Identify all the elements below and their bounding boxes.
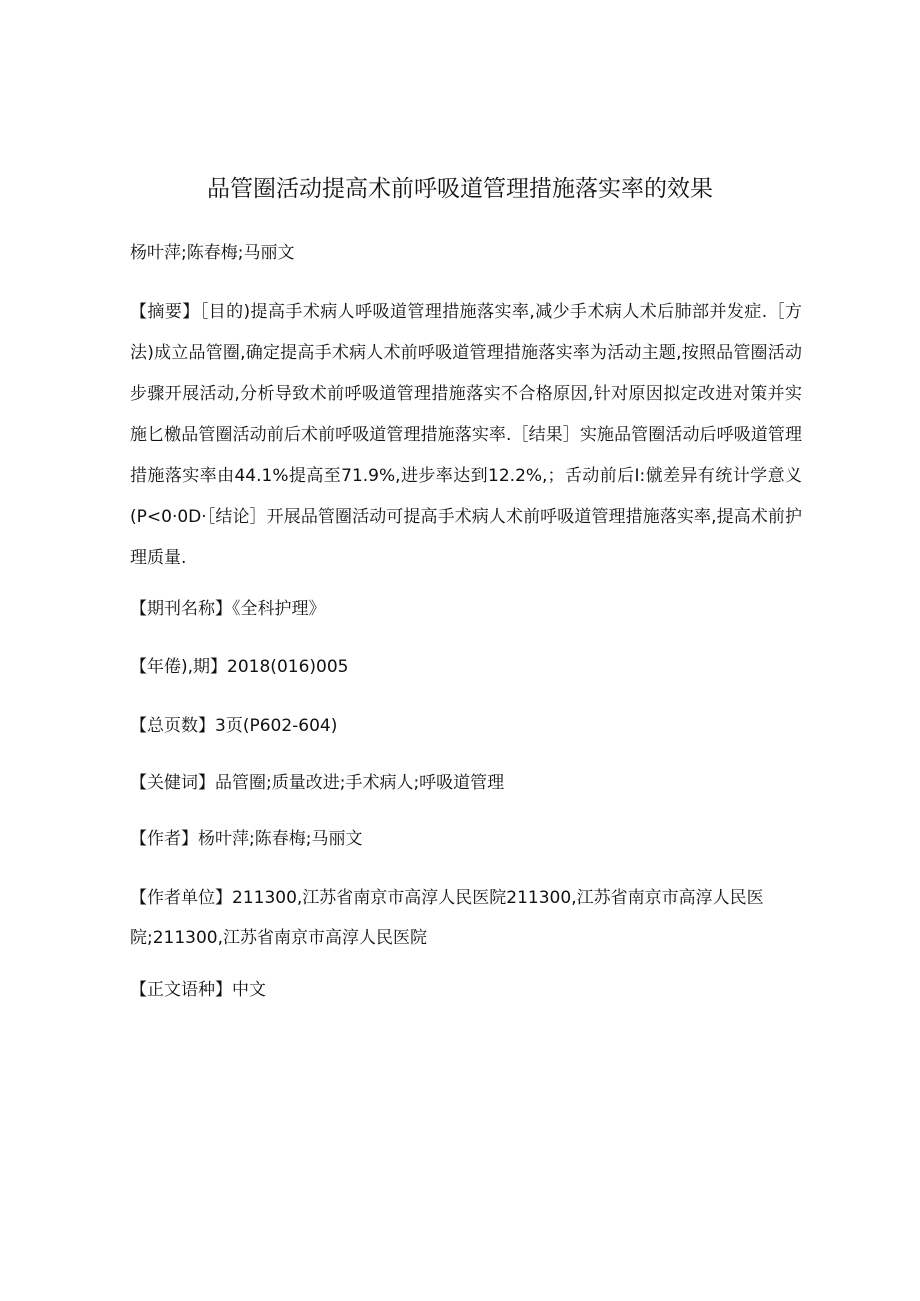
field-volume-value: 2018(016)005	[227, 657, 349, 677]
field-author	[130, 824, 802, 854]
field-volume-issue	[130, 652, 802, 682]
field-pages-label: 【总页数】	[130, 716, 215, 736]
field-language-label: 【正文语种】	[130, 980, 232, 1000]
field-journal	[130, 594, 802, 624]
field-keywords-value: 品管圈;质量改进;手术病人;呼吸道管理	[215, 773, 505, 793]
abstract-label: 【摘要】	[130, 302, 200, 322]
field-language-value: 中文	[232, 980, 266, 1000]
field-author-label: 【作者】	[130, 829, 198, 849]
field-journal-label: 【期刊名称】	[130, 599, 232, 619]
field-author-value: 杨叶萍;陈春梅;马丽文	[198, 829, 363, 849]
field-page-count	[130, 711, 802, 741]
field-affiliation-value: 211300,江苏省南京市高淳人民医院211300,江苏省南京市高淳人民医院;211300,江苏省南京市高淳人民医院	[130, 888, 764, 948]
field-keywords	[130, 768, 802, 798]
field-volume-label: 【年倦),期】	[130, 657, 228, 677]
field-journal-value: 《全科护理》	[232, 599, 326, 619]
field-affiliation	[130, 878, 770, 958]
field-keywords-label: 【关健词】	[130, 773, 215, 793]
authors-line: 杨叶萍;陈春梅;马丽文	[130, 243, 295, 263]
field-pages-value: 3页(P602-604)	[215, 716, 338, 736]
field-affiliation-label: 【作者单位】	[130, 888, 232, 908]
abstract-text: ［目的)提高手术病人呼吸道管理措施落实率,减少手术病人术后肺部并发症.［方法)成立品管圈,确定提高手术病人术前呼吸道管理措施落实率为活动主题,按照品管圈活动步骤开展活动,分析导致术前呼吸道管理措施落实不合格原因,针对原因拟定改进对策并实施匕檄品管圈活动前后术前呼吸道管理措施落实率.［结果］实施品管圈活动后呼吸道管理措施落实率由44.1%提高至71.9%,进步率达到12.2%,；舌动前后I:僦差异有统计学意义(P<0·0D·［结论］开展品管圈活动可提高手术病人术前呼吸道管理措施落实率,提高术前护理质量.	[130, 302, 802, 568]
document-title: 品管圈活动提高术前呼吸道管理措施落实率的效果	[207, 176, 713, 202]
abstract-paragraph	[130, 292, 802, 579]
field-language	[130, 975, 802, 1005]
